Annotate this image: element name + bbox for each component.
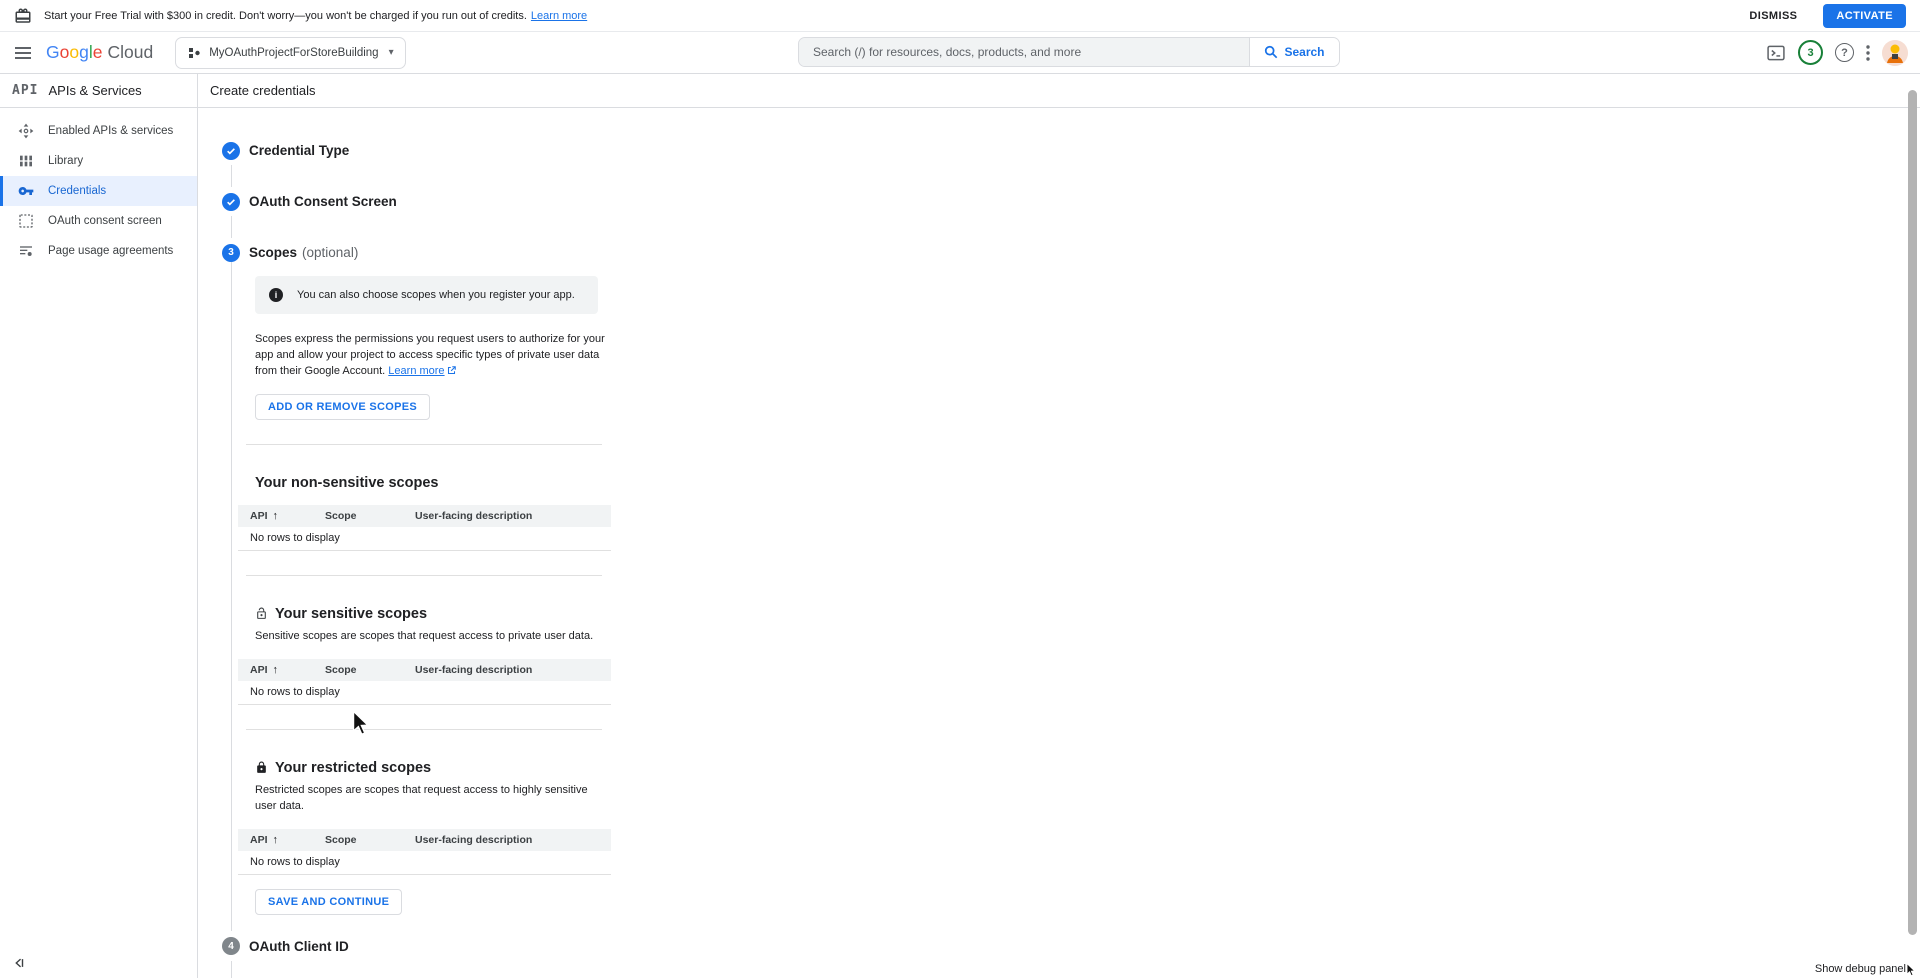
table-header-row [238,829,611,851]
column-header-scope[interactable]: Scope [325,663,357,676]
scopes-info-banner [255,276,598,314]
vertical-scrollbar[interactable] [1908,90,1917,935]
cloud-shell-icon[interactable] [1766,43,1786,63]
search-icon [1264,45,1278,59]
column-header-description[interactable]: User-facing description [415,833,533,846]
notifications-badge[interactable]: 3 [1798,40,1823,65]
column-header-api[interactable]: API ↑ [250,663,279,676]
library-icon [18,153,34,169]
restricted-scopes-heading: Your restricted scopes [255,760,871,776]
agreements-icon [18,243,34,259]
step-number-badge: 3 [222,244,240,262]
lock-open-icon [255,607,268,620]
step-oauth-client-id[interactable] [222,937,1920,956]
sidebar-item-label: OAuth consent screen [48,215,162,227]
sidebar-header [0,74,197,108]
search-bar [798,37,1340,67]
menu-icon[interactable] [14,44,32,62]
more-options-icon[interactable] [1866,45,1870,61]
sidebar-item-enabled-apis[interactable] [0,116,197,146]
sidebar-nav [0,108,197,266]
avatar[interactable] [1882,40,1908,66]
sidebar [0,74,198,978]
logo-google: Google [46,42,103,62]
sidebar-item-library[interactable] [0,146,197,176]
empty-table-row: No rows to display [238,851,611,875]
column-header-scope[interactable]: Scope [325,833,357,846]
activate-button[interactable]: ACTIVATE [1823,4,1906,28]
logo-cloud: Cloud [107,42,154,62]
step-number-badge: 4 [222,937,240,955]
gift-icon [14,7,32,25]
sidebar-item-page-usage[interactable] [0,236,197,266]
scopes-description: Scopes express the permissions you request users to authorize for your app and allow your project to access specific types of private user data from their Google Account. Learn more [255,333,605,377]
step-connector [231,961,232,978]
step-done-icon [222,142,240,160]
step-connector [231,216,232,238]
step-connector [231,165,232,187]
step-optional-label: (optional) [302,245,359,260]
key-icon [18,183,34,199]
restricted-scopes-subtitle: Restricted scopes are scopes that request access to highly sensitive user data. [255,783,588,812]
column-header-description[interactable]: User-facing description [415,509,533,522]
empty-table-row: No rows to display [238,681,611,705]
google-cloud-logo [46,42,153,63]
search-input[interactable] [799,38,1249,66]
search-button[interactable]: Search [1249,38,1339,66]
project-icon [187,46,201,60]
sidebar-item-label: Enabled APIs & services [48,125,174,137]
project-name: MyOAuthProjectForStoreBuilding [209,46,379,59]
sidebar-item-oauth-consent[interactable] [0,206,197,236]
sidebar-item-label: Page usage agreements [48,245,174,257]
table-header-row [238,659,611,681]
column-header-api[interactable]: API ↑ [250,833,279,846]
info-banner-text: You can also choose scopes when you register your app. [297,289,575,301]
sidebar-item-label: Credentials [48,185,107,197]
dismiss-button[interactable]: DISMISS [1743,9,1803,23]
sidebar-title: APIs & Services [48,83,142,98]
page-toolbar [198,74,1920,108]
step-label: Scopes [249,245,298,260]
empty-table-row: No rows to display [238,527,611,551]
app-header [0,32,1920,74]
non-sensitive-scopes-heading: Your non-sensitive scopes [255,474,439,491]
add-or-remove-scopes-button[interactable]: ADD OR REMOVE SCOPES [255,394,430,420]
sort-ascending-icon: ↑ [272,509,279,522]
main-content [198,108,1920,978]
sort-ascending-icon: ↑ [272,833,279,846]
consent-screen-icon [18,213,34,229]
help-icon[interactable]: ? [1835,43,1854,62]
step-scopes[interactable] [222,243,1920,262]
column-header-api[interactable]: API ↑ [250,509,279,522]
table-header-row [238,505,611,527]
lock-icon [255,761,268,774]
divider [246,575,602,576]
column-header-scope[interactable]: Scope [325,509,357,522]
apis-services-logo: API [12,83,39,98]
step-label: Credential Type [249,143,350,158]
step-oauth-consent-screen[interactable] [222,192,1920,211]
project-selector[interactable] [175,37,405,69]
banner-actions [1743,4,1906,28]
page-title: Create credentials [210,83,316,98]
banner-text: Start your Free Trial with $300 in credit. Don't worry—you won't be charged if you run out of credits. [44,9,527,22]
sensitive-scopes-subtitle: Sensitive scopes are scopes that request access to private user data. [255,629,594,642]
save-and-continue-button[interactable]: SAVE AND CONTINUE [255,889,402,915]
sensitive-scopes-table [238,659,611,705]
step-label: OAuth Consent Screen [249,194,397,209]
free-trial-banner [0,0,1920,32]
sort-ascending-icon: ↑ [272,663,279,676]
sidebar-item-label: Library [48,155,84,167]
restricted-scopes-table [238,829,611,875]
column-header-description[interactable]: User-facing description [415,663,533,676]
external-link-icon [447,366,456,375]
sidebar-item-credentials[interactable] [0,176,197,206]
divider [246,729,602,730]
divider [246,444,602,445]
step-credential-type[interactable] [222,141,1920,160]
info-icon: i [269,288,283,302]
non-sensitive-scopes-table [238,505,611,551]
enabled-apis-icon [18,123,34,139]
scopes-step-content [231,262,871,931]
scopes-learn-more-link[interactable]: Learn more [388,364,445,377]
collapse-panel-icon[interactable] [12,956,26,970]
step-done-icon [222,193,240,211]
show-debug-panel-link[interactable]: Show debug panel [1814,963,1906,975]
step-label: OAuth Client ID [249,938,349,954]
banner-learn-more-link[interactable]: Learn more [530,9,588,22]
sensitive-scopes-heading: Your sensitive scopes [255,606,871,622]
create-credentials-stepper [198,108,1920,978]
chevron-down-icon: ▾ [388,47,394,58]
